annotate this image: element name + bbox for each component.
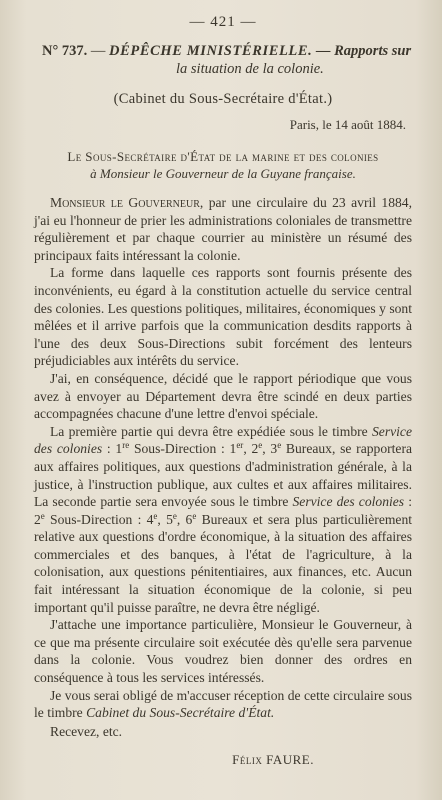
p4-stamp-1: Service des colonies xyxy=(34,423,412,457)
p4-sup-d: er xyxy=(236,440,244,451)
p4-stamp-2: Service des colonies xyxy=(292,494,405,510)
closing-formula: Recevez, etc. xyxy=(50,723,123,739)
salutation: Monsieur le Gouverneur xyxy=(50,195,200,210)
p4-text-f: , 3 xyxy=(262,441,278,457)
title-line xyxy=(42,42,412,60)
signature xyxy=(34,752,412,768)
title-dash: — xyxy=(90,43,106,59)
p4-sup-e: e xyxy=(258,440,263,451)
p4-text-e: , 2 xyxy=(243,441,259,457)
signature-last-name: FAURE. xyxy=(266,751,314,767)
cabinet-line: (Cabinet du Sous-Secrétaire d'État.) xyxy=(113,91,333,107)
p4-sup-f: e xyxy=(277,440,282,451)
dateline: Paris, le 14 août 1884. xyxy=(289,117,406,132)
heading-recipient: à Monsieur le Gouverneur de la Guyane française. xyxy=(90,166,356,181)
p4-sup-i: e xyxy=(40,510,45,521)
p4-sup-j: e xyxy=(153,510,158,521)
p4-text-m: Bureaux et sera plus particulièrement relative aux questions d'ordre économique, à la situation des affaires commerciales et des banques, à l'état de l'agriculture, à la colonisation, aux questions pénitentiaires, aux finances, etc. Aucun fait intéressant la situation économique de la colonie, si peu important qu'il puisse paraître, ne devra être négligé. xyxy=(34,511,413,615)
document-title-block xyxy=(42,42,412,78)
p4-text-g: Bureaux, se rapportera aux affaires politiques, aux questions d'administration générale, à la justice, à l'instruction publique, aux cultes et aux affaires militaires. La seconde partie sera envoyée sous le timbre xyxy=(34,441,413,510)
p4-sup-l: e xyxy=(192,510,197,521)
paragraph-2: La forme dans laquelle ces rapports sont fournis présente des inconvénients, eu égard à la constitution actuelle du service central des colonies. Les questions politiques, militaires, économiques y sont mêlées et il arrive parfois que la communication desdits rapports à l'une des deux Sous-Directions subit forcément des lenteurs préjudiciables aux intérêts du service. xyxy=(34,265,412,369)
p6-stamp: Cabinet du Sous-Secrétaire d'État. xyxy=(86,705,275,721)
p4-text-l: , 6 xyxy=(176,511,193,527)
paragraph-1-text: , par une circulaire du 23 avril 1884, j'ai eu l'honneur de prier les administrations coloniales de transmettre régulièrement et par chaque courrier au ministère un résumé des principaux faits intéressant la colonie. xyxy=(34,195,413,263)
paragraph-1 xyxy=(34,194,412,264)
p4-text-i: : 2 xyxy=(34,494,412,527)
p4-sup-c: re xyxy=(122,440,130,451)
paragraph-6 xyxy=(34,687,412,722)
letter-body xyxy=(34,194,412,722)
p4-text-d: Sous-Direction : 1 xyxy=(129,441,237,457)
paragraph-4 xyxy=(34,423,412,617)
document-subtitle-start: — Rapports sur xyxy=(316,43,412,59)
p4-text-k: , 5 xyxy=(157,511,173,527)
page-number: — 421 — xyxy=(189,14,257,30)
heading-sender: Le Sous-Secrétaire d'État de la marine et des colonies xyxy=(67,149,379,164)
paragraph-3: J'ai, en conséquence, décidé que le rapport périodique que vous avez à envoyer au Département devra être scindé en deux parties accompagnées chacune d'une lettre d'envoi spéciale. xyxy=(34,370,412,422)
document-number: N° 737. xyxy=(42,43,88,59)
document-title: DÉPÊCHE MINISTÉRIELLE. xyxy=(109,43,313,59)
p4-text-j: Sous-Direction : 4 xyxy=(44,511,154,527)
paragraph-5: J'attache une importance particulière, Monsieur le Gouverneur, à ce que ma présente circulaire soit exécutée dès qu'elle sera parvenue dans la colonie. Vous voudrez bien donner des ordres en conséquence à tous les services intéressés. xyxy=(34,617,412,686)
letter-heading xyxy=(34,148,412,182)
p4-sup-k: e xyxy=(172,510,177,521)
p6-text-a: Je vous serai obligé de m'accuser réception de cette circulaire sous le timbre xyxy=(34,687,412,721)
p4-text-c: : 1 xyxy=(102,441,123,457)
signature-first-name: Félix xyxy=(232,751,263,767)
p4-text-a: La première partie qui devra être expédiée sous le timbre xyxy=(50,423,372,439)
document-subtitle-end: la situation de la colonie. xyxy=(176,61,324,77)
